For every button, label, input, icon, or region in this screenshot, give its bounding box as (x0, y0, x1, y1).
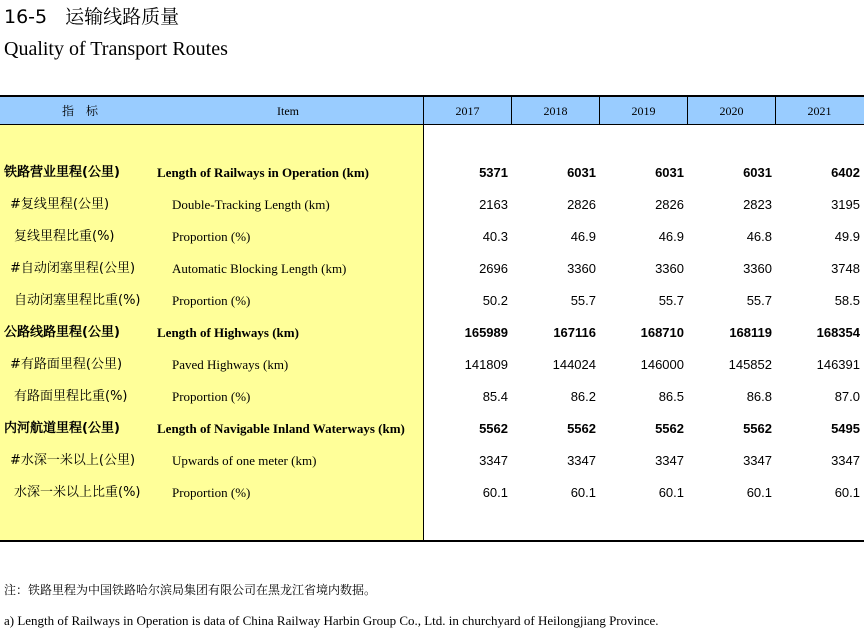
cell-value: 87.0 (834, 389, 860, 404)
cell-value: 3360 (655, 261, 684, 276)
table-row (0, 253, 864, 285)
cell-value: 146391 (816, 357, 860, 372)
cell-value: 146000 (640, 357, 684, 372)
table-row (0, 157, 864, 189)
row-label-zh: #有路面里程(公里) (10, 357, 123, 372)
cell-value: 60.1 (482, 485, 508, 500)
cell-value: 3360 (567, 261, 596, 276)
cell-value: 60.1 (834, 485, 860, 500)
table-row (0, 317, 864, 349)
cell-value: 5371 (479, 165, 508, 180)
footnote-zh: 注：铁路里程为中国铁路哈尔滨局集团有限公司在黑龙江省境内数据。 (4, 583, 377, 597)
table-row (0, 285, 864, 317)
cell-value: 46.9 (570, 229, 596, 244)
table-number-title (4, 5, 179, 29)
cell-value: 165989 (464, 325, 508, 340)
cell-value: 3347 (479, 453, 508, 468)
row-label-en: Proportion (%) (172, 389, 251, 404)
cell-value: 145852 (728, 357, 772, 372)
row-label-en: Double-Tracking Length (km) (172, 197, 330, 212)
row-label-en: Proportion (%) (172, 293, 251, 308)
cell-value: 167116 (553, 325, 596, 340)
cell-value: 6031 (743, 165, 772, 180)
cell-value: 58.5 (834, 293, 860, 308)
cell-value: 5562 (567, 421, 596, 436)
cell-value: 46.8 (746, 229, 772, 244)
row-label-en: Proportion (%) (172, 485, 251, 500)
cell-value: 3195 (831, 197, 860, 212)
row-label-en: Proportion (%) (172, 229, 251, 244)
cell-value: 3360 (743, 261, 772, 276)
cell-value: 86.2 (570, 389, 596, 404)
row-label-zh: #复线里程(公里) (10, 197, 110, 212)
cell-value: 3347 (655, 453, 684, 468)
cell-value: 6031 (567, 165, 596, 180)
cell-value: 5562 (743, 421, 772, 436)
header-year: 2017 (455, 104, 480, 118)
header-year: 2018 (543, 104, 568, 118)
row-label-en: Length of Railways in Operation (km) (157, 165, 369, 180)
table-bottom-rule (0, 540, 864, 542)
row-label-zh: 公路线路里程(公里) (4, 325, 120, 340)
row-label-zh: #水深一米以上(公里) (10, 453, 136, 468)
header-year: 2019 (631, 104, 656, 118)
row-label-zh: 内河航道里程(公里) (4, 421, 120, 436)
cell-value: 46.9 (658, 229, 684, 244)
row-label-zh: 水深一米以上比重(%) (14, 485, 141, 500)
cell-value: 60.1 (658, 485, 684, 500)
row-label-en: Automatic Blocking Length (km) (172, 261, 347, 276)
cell-value: 144024 (552, 357, 596, 372)
cell-value: 50.2 (482, 293, 508, 308)
cell-value: 86.5 (658, 389, 684, 404)
row-label-en: Upwards of one meter (km) (172, 453, 317, 468)
cell-value: 3347 (567, 453, 596, 468)
cell-value: 2163 (479, 197, 508, 212)
table-row (0, 189, 864, 221)
header-year: 2021 (807, 104, 832, 118)
cell-value: 2823 (743, 197, 772, 212)
table-title-zh: 运输线路质量 (65, 6, 180, 28)
cell-value: 6402 (831, 165, 860, 180)
cell-value: 168710 (640, 325, 684, 340)
table-row (0, 445, 864, 477)
table-row (0, 221, 864, 253)
cell-value: 6031 (655, 165, 684, 180)
table-row (0, 477, 864, 509)
row-label-en: Length of Highways (km) (157, 325, 299, 340)
table-row (0, 381, 864, 413)
cell-value: 85.4 (482, 389, 508, 404)
cell-value: 60.1 (746, 485, 772, 500)
cell-value: 5562 (655, 421, 684, 436)
row-label-zh: #自动闭塞里程(公里) (10, 261, 136, 276)
header-year: 2020 (719, 104, 744, 118)
cell-value: 5495 (831, 421, 860, 436)
cell-value: 168354 (816, 325, 860, 340)
table-number: 16-5 (4, 6, 48, 28)
row-label-en: Paved Highways (km) (172, 357, 289, 372)
cell-value: 2696 (479, 261, 508, 276)
cell-value: 49.9 (834, 229, 860, 244)
header-indicator-zh: 指 标 (61, 104, 98, 118)
cell-value: 168119 (729, 325, 772, 340)
cell-value: 60.1 (570, 485, 596, 500)
cell-value: 141809 (464, 357, 508, 372)
row-label-zh: 有路面里程比重(%) (14, 389, 128, 404)
table-row (0, 349, 864, 381)
cell-value: 86.8 (746, 389, 772, 404)
table-row (0, 413, 864, 445)
table-title-en: Quality of Transport Routes (4, 38, 228, 60)
cell-value: 3748 (831, 261, 860, 276)
cell-value: 3347 (831, 453, 860, 468)
row-label-zh: 复线里程比重(%) (14, 229, 115, 244)
cell-value: 55.7 (658, 293, 684, 308)
cell-value: 40.3 (482, 229, 508, 244)
cell-value: 5562 (479, 421, 508, 436)
cell-value: 55.7 (570, 293, 596, 308)
cell-value: 3347 (743, 453, 772, 468)
cell-value: 2826 (655, 197, 684, 212)
cell-value: 2826 (567, 197, 596, 212)
row-label-zh: 铁路营业里程(公里) (4, 165, 120, 180)
row-label-en: Length of Navigable Inland Waterways (km) (157, 421, 405, 436)
row-label-zh: 自动闭塞里程比重(%) (14, 293, 141, 308)
cell-value: 55.7 (746, 293, 772, 308)
header-item-en: Item (277, 104, 299, 118)
footnote-en: a) Length of Railways in Operation is data of China Railway Harbin Group Co., Ltd. in churchyard of Heilongjiang Province. (4, 613, 659, 628)
